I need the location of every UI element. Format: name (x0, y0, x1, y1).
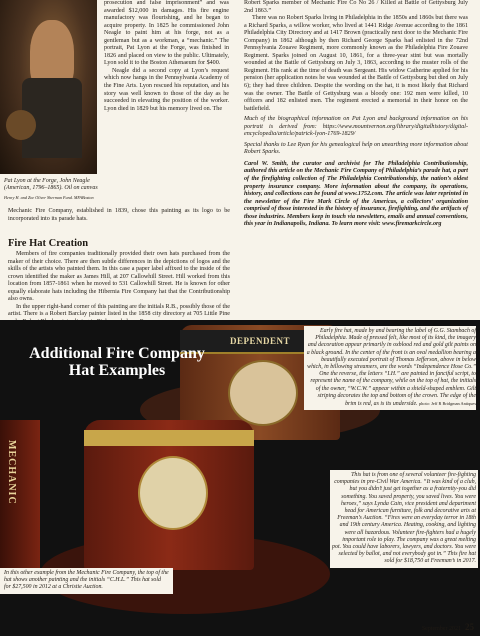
hat3-side-text: MECHANIC (6, 440, 17, 505)
col2-note: Much of the biographical information on Pat Lyon and background information on his portrait is derived from: https://www.mountvernon.org/library/digitalhistory/digital-encyclopedia/article/patrick-lyon-1769-1829/ (244, 116, 468, 138)
painting-object (6, 110, 36, 140)
hat2-emblem (138, 456, 208, 530)
left-paragraph: In the upper right-hand corner of this painting are the initials R.B., possibly those of the artist. There is a Robert Barclay painter listed in the 1858 city directory at 705 Little Pine (8, 303, 230, 318)
painting-caption (4, 178, 98, 200)
hat1-caption (304, 326, 476, 410)
hat1-band-text: DEPENDENT (229, 336, 290, 346)
hat1-caption-credit: photo: Jeff R Bridgman Antiques (419, 401, 476, 407)
column-1-text (104, 0, 229, 113)
wide-paragraph: Mechanic Fire Company, established in 1839, chose this painting as its logo to be incorporated into its parade hats. (8, 208, 230, 222)
section-heading: Fire Hat Creation (8, 238, 89, 249)
pat-lyon-painting (0, 0, 97, 174)
column-2-text (244, 0, 468, 229)
hat2-band (84, 430, 254, 446)
hat-section-title: Additional Fire Company Hat Examples (29, 345, 205, 379)
col2-note: Special thanks to Lee Ryan for his genealogical help on unearthing more information about Robert Sparks. (244, 141, 468, 156)
left-paragraph: Members of fire companies traditionally provided their own hats purchased from the maker of their choice. There are then subtle differences in the depictions of logos and the skills of the artists who painted them. In this case a paper label affixed to the inside of the crown identified the maker as James Hill, at 207 Callowhill Street. Hill worked from this location from 1857-1861 when he moved to 531 Callowhill Street. He is known for other equally elaborate hats including the Hibernia Fire Company hat that the Contributionship also owns. (8, 251, 230, 303)
col2-paragraph: There was no Robert Sparks living in Philadelphia in the 1850s and 1860s but there was a Richard Sparks, a willow worker, who lived at 1441 Ridge Avenue according to the 1861 Philadelphia City Directory and at 1417 Brown (practically next door to the Mechanic Fire Company) in 1862 although by then Richard George Sparks had enlisted in the 72nd Pennsylvania Zouave Regiment, more commonly known as the Philadelphia Fire Zouave Regiment. Sparks joined on August 10, 1861, for a three-year stint but was mortally wounded at the Battle of Gettysburg on July 3, 1863, according to the muster rolls of the Regiment. His rank at the time of death was Sergeant. His widow Catherine applied for his pension (her application notes he was wounded at the Battle of Gettysburg but died on July 6); they had three children. Despite the wording on the hat, it is most likely that Richard was the owner. The Battle of Gettysburg was a bloody one: 192 men were killed, 10 officers and 182 enlisted men. The regiment erected a memorial in their honor on the battlefield. (244, 15, 468, 112)
painting-caption-title: Pat Lyon at the Forge, John Neagle (American, 1796–1865). Oil on canvas (4, 178, 98, 192)
col1-paragraph: prosecution and false imprisonment” and was awarded $12,000 in damages. His fire engine manufactory was flourishing, and he began to acquire property. In 1825 he commissioned John Neagle to paint him at his forge, not as a gentleman but as a workman, a “mechanic.” The portrait, Pat Lyon at the Forge, was finished in 1826 and placed on view to the public. Ultimately, Lyon sold it to the Boston Athenaeum for $400. (104, 0, 229, 67)
hat1-caption-text: Early fire hat, made by and bearing the label of G.G. Stambach of Philadelphia. Made of pressed felt, like most of its kind, the imagery and decoration appear primarily in oxblood red and gold gilt paints on a black ground. In the center of the front is an oval medallion bearing a beautifully executed portrait of Thomas Jefferson, above in below which, in billowing streamers, are the words “Independence Hose Co.” One the reverse, the letters “I.H.” are painted in fanciful script, to represent the name of the company, while on the top of hat, the initials of the owner, “W.C.W.” appear within a shield-shaped emblem. Gilt striping decorates the top and bottom of the crown. The edge of the brim is red, as is its underside. (306, 328, 476, 408)
author-bio: Carol W. Smith, the curator and archivist for The Philadelphia Contributionship, authored this article on the Mechanic Fire Company of Philadelphia’s parade hat, a part of the firefighting collection of The Philadelphia Contributionship, the nation’s oldest property insurance company. More information about the company, its operations, history, and collections can be found at www.1752.com. The article was later reprinted in the newsletter of the Fire Mark Circle of the Americas, a collectors’ organization comprised of those interested in the history of insurance, firefighting, and the artifacts of those industries. Members keep in touch via newsletters, emails and annual conventions, this year in Indianapolis, Indiana. To learn more visit: www.firemarkcircle.org (244, 160, 468, 228)
issue-date: September 2021 (421, 626, 461, 632)
painting-caption-credit: Henry H. and Zoe Oliver Sherman Fund. MFABoston (4, 194, 94, 200)
hat2-caption: This hat is from one of several volunteer fire-fighting companies in pre-Civil War America. “It was kind of a club, but you didn’t just get together as a fraternity-you did something. You saved property, you saved lives. You were heroes,” says Lynda Cain, vice president and department head for American furniture, folk and decorative arts at Freeman’s Auction. “Fires were an everyday terror in 18th and 19th century America. Heating, cooking, and lighting were all hazardous. Volunteer fire-fighters had a hugely important role to play. The company was a great melting pot. You could have laborers, lawyers, and doctors. You were selected by ballot, and not everybody got in.” This fire hat sold for $18,750 at Freeman’s in 2017. (330, 470, 478, 568)
col1-paragraph: Neagle did a second copy at Lyon’s request which now hangs in the Pennsylvania Academy of the Fine Arts. Lyon rescued his reputation, and his story was well known to those of the day as he succeeded in elevating the position of the worker. Lyon died in 1829 but his memory lived on. The (104, 67, 229, 112)
hat1-medallion (228, 360, 298, 426)
col2-paragraph: Robert Sparks member of Mechanic Fire Co No 26 / Killed at Battle of Gettysburg July 2nd 1863.” (244, 0, 468, 14)
page-number: 25 (465, 622, 474, 632)
hat3-caption: In this other example from the Mechanic Fire Company, the top of the hat shows another painting and the initials “C.H.L.” This hat sold for $27,500 in 2012 at a Christie Auction. (0, 568, 173, 594)
hat3-side (0, 420, 40, 570)
page-footer (404, 622, 474, 632)
